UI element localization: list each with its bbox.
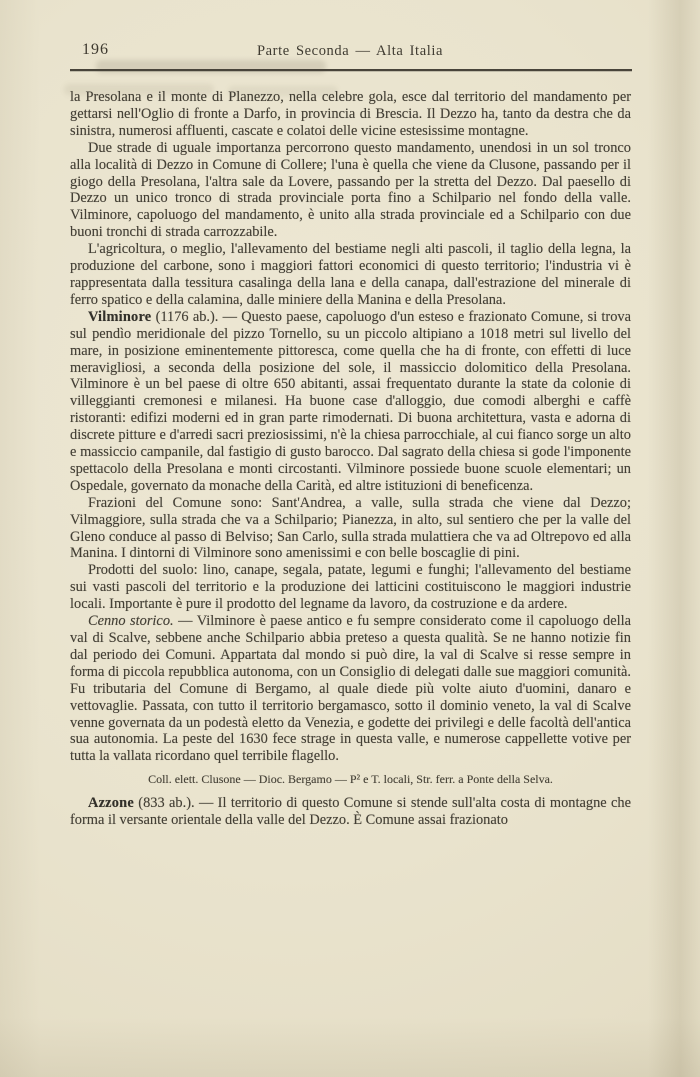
page-shading-right [648, 0, 700, 1077]
paragraph-lead: Azzone [88, 795, 134, 812]
paragraph: Azzone (833 ab.). — Il territorio di questo Comune si stende sull'alta costa di montagne che forma il versante orientale della valle del Dezzo. È Comune assai frazionato [70, 795, 631, 829]
header-rule [70, 69, 632, 71]
print-bleed-smudge [96, 60, 326, 73]
paragraph-lead: Cenno storico. [88, 613, 174, 630]
footnote-line: Coll. elett. Clusone — Dioc. Bergamo — P² e T. locali, Str. ferr. a Ponte della Selva. [148, 772, 553, 787]
page-shading-left [0, 0, 40, 1077]
paragraph: la Presolana e il monte di Planezzo, nella celebre gola, esce dal territorio del mandamento per gettarsi nell'Oglio di fronte a Darfo, in provincia di Brescia. Il Dezzo ha, tanto da destra che da sinistra, numerosi affluenti, cascate e colatoi delle vicine estesissime montagne. [70, 89, 631, 139]
page-shading-bottom [0, 1017, 700, 1077]
paragraph: Prodotti del suolo: lino, canape, segala, patate, legumi e funghi; l'allevamento del bestiame sui vasti pascoli del territorio e la produzione dei latticini costituiscono le maggiori industrie locali. Importante è pure il prodotto del legname da lavoro, da costruzione e da ardere. [70, 562, 631, 613]
paragraph: Vilminore (1176 ab.). — Questo paese, capoluogo d'un esteso e frazionato Comune, si trova sul pendìo meridionale del pizzo Tornello, su un piccolo altipiano a 1018 metri sul livello del mare, in posizione eminentemente pittoresca, come quella che ha di fronte, con effetti di luce meravigliosi, a seconda della posizione del sole, il massiccio dolomitico della Presolana. Vilminore è un bel paese di oltre 650 abitanti, assai frequentato durante la state da colonie di villeggianti cremonesi e milanesi. Ha buone case d'alloggio, due comodi alberghi e caffè ristoranti: edifizi moderni ed in gran parte rimodernati. Di buona architettura, vasta e adorna di discrete pitture e d'arredi sacri preziosissimi, n'è la chiesa parrocchiale, al cui fianco sorge un alto e massiccio campanile, dal fastigio di gusto barocco. Dal sagrato della chiesa si gode l'imponente spettacolo della Presolana e monti circostanti. Vilminore possiede buone scuole elementari; un Ospedale, governato da monache della Carità, ed altre istituzioni di beneficenza. [70, 308, 631, 494]
text-column [70, 89, 631, 829]
paragraph: Frazioni del Comune sono: Sant'Andrea, a valle, sulla strada che viene dal Dezzo; Vilmaggiore, sulla strada che va a Schilpario; Pianezza, in alto, sul sentiero che per la valle del Gleno conduce al passo di Belviso; San Carlo, sulla strada mulattiera che va ad Oltrepovo ed alla Manina. I dintorni di Vilminore sono amenissimi e con belle boscaglie di pini. [70, 494, 631, 562]
paragraph-lead: Vilminore [88, 308, 152, 325]
paragraph: Due strade di uguale importanza percorrono questo mandamento, unendosi in un sol tronco alla località di Dezzo in Comune di Collere; l'una è quella che viene da Clusone, passando per il giogo della Presolana, l'altra sale da Lovere, passando per la stretta del Dezzo. Dal paesello di Dezzo un unico tronco di strada provinciale porta fino a Schilpario nel fondo della valle. Vilminore, capoluogo del mandamento, è unito alla strada provinciale ed a Schilpario con due buoni tronchi di strada carrozzabile. [70, 139, 631, 241]
page-number: 196 [82, 41, 109, 58]
paragraph: L'agricoltura, o meglio, l'allevamento del bestiame negli alti pascoli, il taglio della legna, la produzione del carbone, sono i maggiori fattori economici di questo territorio; l'industria vi è rappresentata dalla tessitura casalinga della lana e della canapa, dall'estrazione del minerale di ferro spatico e della calamina, dalle miniere della Manina e della Presolana. [70, 241, 631, 308]
running-title: Parte Seconda — Alta Italia [256, 43, 444, 59]
paragraph: Cenno storico. — Vilminore è paese antico e fu sempre considerato come il capoluogo della val di Scalve, sebbene anche Schilpario abbia preteso a questa qualità. Se ne hanno notizie fin dal periodo dei Comuni. Appartata dal mondo si può dire, la val di Scalve si resse sempre in forma di piccola repubblica autonoma, con un Consiglio di delegati dalle sue maggiori comunità. Fu tributaria del Comune di Bergamo, al quale diede più volte aiuto d'uomini, danaro e vettovaglie. Passata, con tutto il territorio bergamasco, sotto il dominio veneto, la val di Scalve venne governata da un podestà eletto da Venezia, e godette dei privilegi e delle facoltà dell'antica sua autonomia. La peste del 1630 fece strage in questa valle, e numerose cappellette votive per tutta la vallata ricordano quel terribile flagello. [70, 613, 631, 765]
